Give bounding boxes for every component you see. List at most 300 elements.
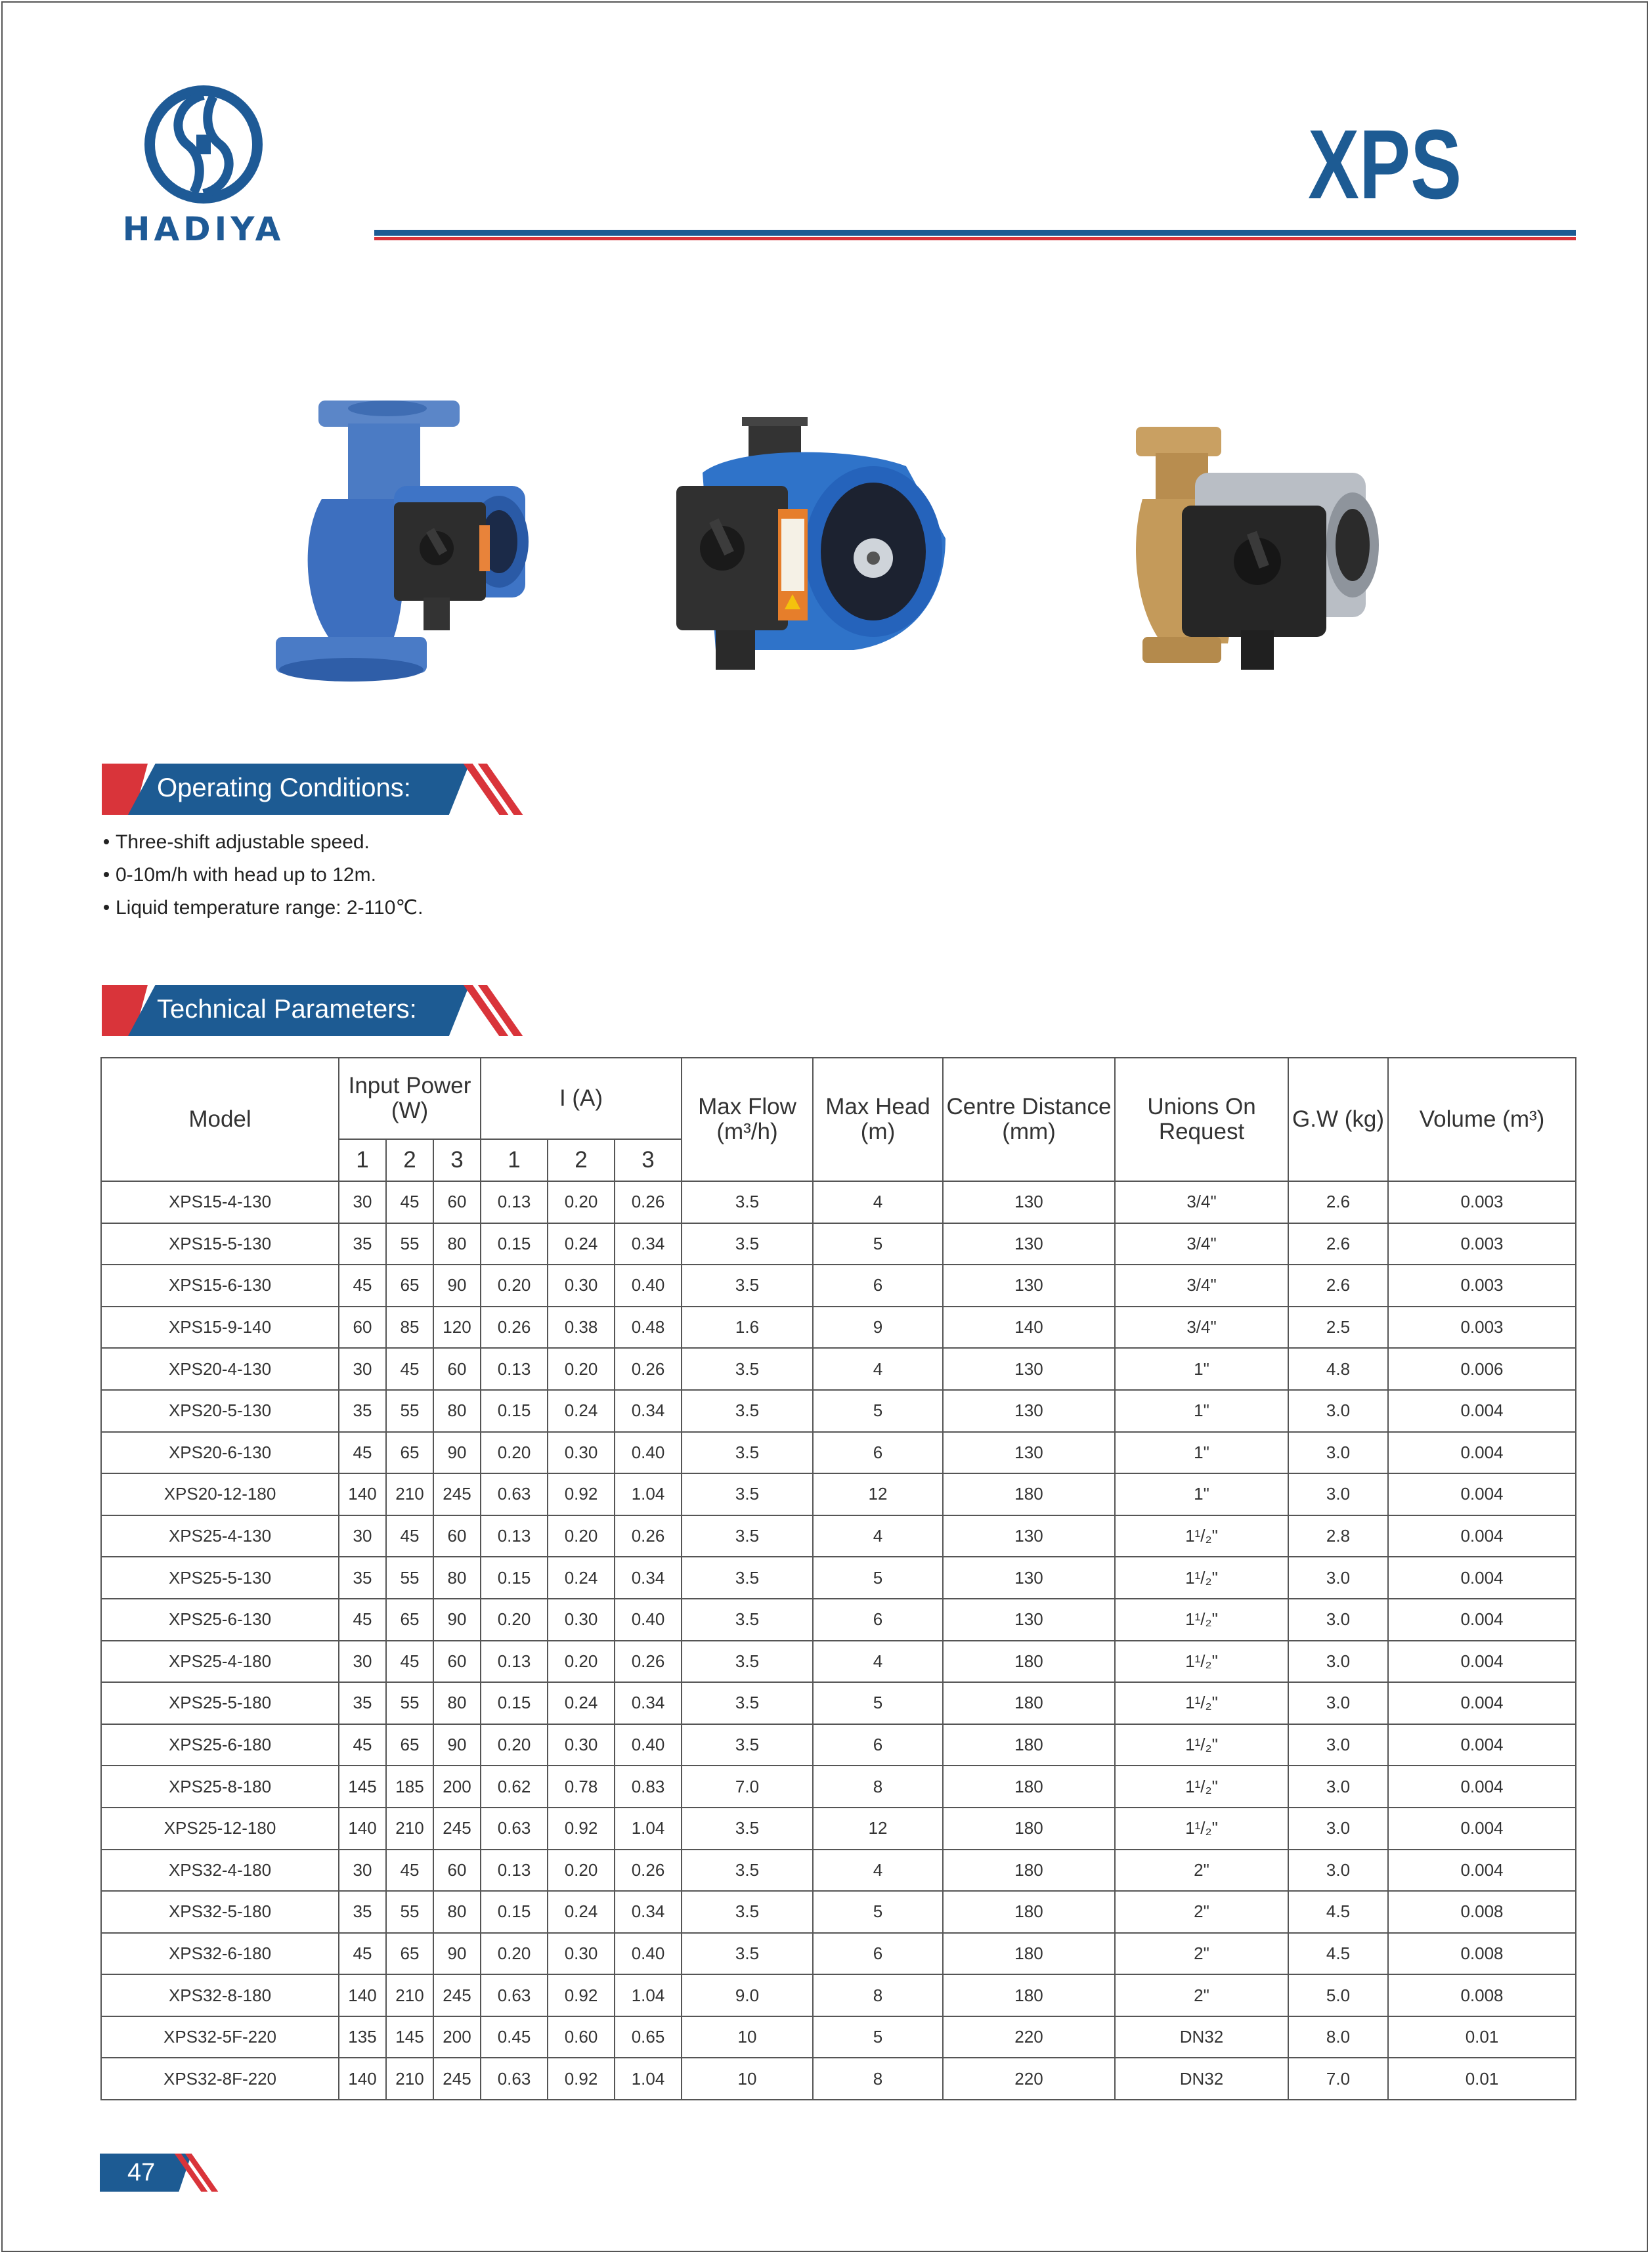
table-cell: 210 (386, 1808, 433, 1850)
header-power-speed-1: 1 (339, 1139, 386, 1181)
table-cell: 4.5 (1288, 1933, 1388, 1975)
table-cell: 140 (339, 1473, 386, 1515)
table-cell: 0.26 (615, 1641, 682, 1683)
table-cell: 45 (339, 1724, 386, 1766)
table-cell: 0.13 (481, 1181, 548, 1223)
table-cell: 0.40 (615, 1599, 682, 1641)
header-volume: Volume (m³) (1388, 1058, 1576, 1181)
table-cell: 55 (386, 1682, 433, 1724)
table-row (101, 1974, 1576, 2016)
table-cell: 3.5 (682, 1682, 813, 1724)
table-cell: 0.13 (481, 1348, 548, 1390)
table-row (101, 1599, 1576, 1641)
table-cell: XPS32-8F-220 (101, 2058, 339, 2100)
table-cell: 130 (943, 1515, 1115, 1557)
pump-image-brass (1116, 414, 1392, 703)
table-cell: 55 (386, 1557, 433, 1599)
table-cell: 1¹/₂" (1115, 1599, 1288, 1641)
table-cell: 35 (339, 1557, 386, 1599)
table-cell: 0.45 (481, 2016, 548, 2058)
table-cell: 7.0 (1288, 2058, 1388, 2100)
table-cell: 0.63 (481, 2058, 548, 2100)
table-cell: 3.5 (682, 1515, 813, 1557)
table-cell: 0.20 (481, 1933, 548, 1975)
pump-image-threaded (657, 407, 972, 696)
table-cell: 3.0 (1288, 1850, 1388, 1892)
table-cell: 5 (813, 1682, 943, 1724)
table-cell: 0.004 (1388, 1390, 1576, 1432)
table-cell: 45 (386, 1348, 433, 1390)
table-cell: 5 (813, 1557, 943, 1599)
table-cell: XPS25-8-180 (101, 1766, 339, 1808)
header-current-speed-3: 3 (615, 1139, 682, 1181)
table-cell: 0.24 (548, 1557, 615, 1599)
table-cell: 120 (433, 1307, 481, 1349)
table-cell: 0.13 (481, 1515, 548, 1557)
table-cell: 130 (943, 1599, 1115, 1641)
table-cell: 4.5 (1288, 1891, 1388, 1933)
table-cell: 2" (1115, 1974, 1288, 2016)
section-title-technical: Technical Parameters: (157, 995, 417, 1024)
table-row (101, 1432, 1576, 1474)
table-cell: 0.20 (548, 1515, 615, 1557)
table-cell: 3.0 (1288, 1641, 1388, 1683)
table-row (101, 1223, 1576, 1265)
table-cell: 80 (433, 1390, 481, 1432)
table-cell: 3.0 (1288, 1808, 1388, 1850)
table-cell: 45 (386, 1850, 433, 1892)
table-cell: 145 (339, 1766, 386, 1808)
table-cell: 0.15 (481, 1557, 548, 1599)
section-header-operating (102, 764, 522, 815)
table-cell: 0.62 (481, 1766, 548, 1808)
table-cell: XPS15-9-140 (101, 1307, 339, 1349)
table-cell: 200 (433, 1766, 481, 1808)
table-cell: 3/4" (1115, 1181, 1288, 1223)
table-cell: 0.26 (615, 1348, 682, 1390)
table-cell: 90 (433, 1933, 481, 1975)
table-cell: 0.30 (548, 1432, 615, 1474)
table-cell: 185 (386, 1766, 433, 1808)
table-cell: 80 (433, 1891, 481, 1933)
table-cell: 7.0 (682, 1766, 813, 1808)
table-cell: 3/4" (1115, 1223, 1288, 1265)
table-cell: 3.0 (1288, 1766, 1388, 1808)
table-cell: 3.5 (682, 1432, 813, 1474)
table-cell: 35 (339, 1891, 386, 1933)
table-row (101, 1891, 1576, 1933)
table-cell: 0.48 (615, 1307, 682, 1349)
table-cell: 0.003 (1388, 1265, 1576, 1307)
table-row (101, 1473, 1576, 1515)
header-current: I (A) (481, 1058, 682, 1139)
header-unions: Unions On Request (1115, 1058, 1288, 1181)
table-cell: 140 (943, 1307, 1115, 1349)
table-cell: 210 (386, 2058, 433, 2100)
table-cell: 60 (433, 1348, 481, 1390)
table-row (101, 1515, 1576, 1557)
table-cell: 0.13 (481, 1850, 548, 1892)
table-cell: 1.04 (615, 1808, 682, 1850)
table-cell: 180 (943, 1724, 1115, 1766)
table-cell: 0.24 (548, 1891, 615, 1933)
table-cell: 0.63 (481, 1974, 548, 2016)
table-cell: 0.40 (615, 1933, 682, 1975)
table-cell: 180 (943, 1473, 1115, 1515)
table-cell: XPS25-12-180 (101, 1808, 339, 1850)
specs-table (100, 1057, 1576, 2100)
table-cell: 0.30 (548, 1933, 615, 1975)
table-cell: 0.003 (1388, 1181, 1576, 1223)
page-title: XPS (1307, 109, 1462, 219)
table-cell: XPS32-8-180 (101, 1974, 339, 2016)
table-cell: 4 (813, 1348, 943, 1390)
table-cell: 5 (813, 2016, 943, 2058)
table-cell: 0.003 (1388, 1307, 1576, 1349)
table-cell: 0.004 (1388, 1473, 1576, 1515)
table-cell: 3.5 (682, 1641, 813, 1683)
table-cell: 0.92 (548, 1974, 615, 2016)
table-cell: 60 (339, 1307, 386, 1349)
table-cell: XPS15-5-130 (101, 1223, 339, 1265)
hadiya-logo-icon (141, 82, 266, 207)
table-cell: 0.34 (615, 1891, 682, 1933)
table-cell: 6 (813, 1599, 943, 1641)
list-item: Three-shift adjustable speed. (102, 826, 423, 859)
table-cell: 180 (943, 1766, 1115, 1808)
table-cell: 1¹/₂" (1115, 1808, 1288, 1850)
table-cell: 0.15 (481, 1891, 548, 1933)
table-cell: 3.5 (682, 1891, 813, 1933)
header-power-speed-3: 3 (433, 1139, 481, 1181)
header-power-speed-2: 2 (386, 1139, 433, 1181)
table-cell: 4.8 (1288, 1348, 1388, 1390)
table-cell: 35 (339, 1390, 386, 1432)
table-cell: 245 (433, 1974, 481, 2016)
table-cell: XPS25-5-180 (101, 1682, 339, 1724)
table-cell: 5 (813, 1390, 943, 1432)
table-cell: 0.20 (481, 1724, 548, 1766)
table-cell: 55 (386, 1223, 433, 1265)
table-cell: 3.5 (682, 1808, 813, 1850)
table-cell: 3/4" (1115, 1265, 1288, 1307)
table-cell: 4 (813, 1515, 943, 1557)
table-cell: 3.5 (682, 1265, 813, 1307)
table-cell: 85 (386, 1307, 433, 1349)
table-row (101, 1307, 1576, 1349)
table-cell: 220 (943, 2016, 1115, 2058)
table-cell: 12 (813, 1808, 943, 1850)
table-cell: 0.65 (615, 2016, 682, 2058)
table-cell: 180 (943, 1850, 1115, 1892)
table-row (101, 1850, 1576, 1892)
table-cell: 1.04 (615, 1473, 682, 1515)
table-cell: 0.004 (1388, 1432, 1576, 1474)
table-cell: XPS32-5-180 (101, 1891, 339, 1933)
table-cell: 0.92 (548, 1473, 615, 1515)
table-row (101, 1557, 1576, 1599)
table-cell: 0.004 (1388, 1724, 1576, 1766)
table-cell: 80 (433, 1682, 481, 1724)
table-cell: 0.30 (548, 1265, 615, 1307)
table-cell: 3.5 (682, 1933, 813, 1975)
table-cell: 0.15 (481, 1682, 548, 1724)
brand-name: HADIYA (122, 210, 285, 248)
table-cell: XPS25-4-130 (101, 1515, 339, 1557)
page-number-badge (100, 2154, 211, 2192)
table-cell: 0.20 (481, 1432, 548, 1474)
table-cell: XPS25-6-130 (101, 1599, 339, 1641)
table-cell: 10 (682, 2016, 813, 2058)
header-gw: G.W (kg) (1288, 1058, 1388, 1181)
table-cell: 3.0 (1288, 1724, 1388, 1766)
table-cell: XPS25-6-180 (101, 1724, 339, 1766)
table-cell: 0.01 (1388, 2016, 1576, 2058)
header-max-head: Max Head (m) (813, 1058, 943, 1181)
table-cell: 9.0 (682, 1974, 813, 2016)
table-cell: 245 (433, 1473, 481, 1515)
table-cell: 2" (1115, 1933, 1288, 1975)
table-cell: 1¹/₂" (1115, 1724, 1288, 1766)
table-cell: 0.15 (481, 1223, 548, 1265)
table-cell: 12 (813, 1473, 943, 1515)
table-cell: 2.6 (1288, 1181, 1388, 1223)
table-cell: 1¹/₂" (1115, 1682, 1288, 1724)
table-cell: 4 (813, 1641, 943, 1683)
table-row (101, 1808, 1576, 1850)
table-cell: 0.004 (1388, 1557, 1576, 1599)
table-cell: XPS25-4-180 (101, 1641, 339, 1683)
table-cell: 90 (433, 1599, 481, 1641)
table-cell: 4 (813, 1850, 943, 1892)
table-cell: 30 (339, 1181, 386, 1223)
table-cell: 0.92 (548, 1808, 615, 1850)
table-cell: 65 (386, 1265, 433, 1307)
table-row (101, 2016, 1576, 2058)
section-header-technical (102, 985, 522, 1036)
table-cell: 145 (386, 2016, 433, 2058)
table-cell: 0.004 (1388, 1515, 1576, 1557)
table-cell: 0.92 (548, 2058, 615, 2100)
table-cell: 2.6 (1288, 1223, 1388, 1265)
table-cell: 1" (1115, 1473, 1288, 1515)
table-cell: 6 (813, 1432, 943, 1474)
header-current-speed-2: 2 (548, 1139, 615, 1181)
table-cell: 65 (386, 1432, 433, 1474)
table-cell: 45 (386, 1641, 433, 1683)
table-cell: 0.30 (548, 1599, 615, 1641)
table-cell: XPS20-6-130 (101, 1432, 339, 1474)
table-cell: 65 (386, 1724, 433, 1766)
table-cell: 0.004 (1388, 1808, 1576, 1850)
table-cell: 30 (339, 1348, 386, 1390)
table-cell: 0.004 (1388, 1766, 1576, 1808)
table-cell: 80 (433, 1223, 481, 1265)
table-cell: 0.15 (481, 1390, 548, 1432)
table-cell: 0.26 (615, 1850, 682, 1892)
table-cell: 55 (386, 1891, 433, 1933)
table-cell: XPS20-4-130 (101, 1348, 339, 1390)
table-cell: 0.004 (1388, 1682, 1576, 1724)
table-cell: 0.24 (548, 1390, 615, 1432)
table-cell: 60 (433, 1850, 481, 1892)
table-cell: 90 (433, 1265, 481, 1307)
table-cell: 6 (813, 1265, 943, 1307)
table-cell: 0.40 (615, 1724, 682, 1766)
table-cell: 3.5 (682, 1223, 813, 1265)
table-cell: 0.008 (1388, 1891, 1576, 1933)
table-cell: 65 (386, 1933, 433, 1975)
table-cell: 3.5 (682, 1181, 813, 1223)
table-cell: 8 (813, 2058, 943, 2100)
table-cell: 3.0 (1288, 1599, 1388, 1641)
table-cell: 5 (813, 1223, 943, 1265)
table-cell: 3.0 (1288, 1557, 1388, 1599)
conditions-list (102, 826, 423, 924)
table-cell: 0.63 (481, 1473, 548, 1515)
table-cell: 180 (943, 1808, 1115, 1850)
table-cell: 80 (433, 1557, 481, 1599)
table-cell: 180 (943, 1974, 1115, 2016)
table-cell: 0.38 (548, 1307, 615, 1349)
table-cell: 0.20 (548, 1850, 615, 1892)
table-cell: XPS15-6-130 (101, 1265, 339, 1307)
table-cell: 3.0 (1288, 1432, 1388, 1474)
table-cell: 45 (386, 1181, 433, 1223)
table-cell: 3/4" (1115, 1307, 1288, 1349)
table-cell: XPS20-12-180 (101, 1473, 339, 1515)
header-centre-distance: Centre Distance (mm) (943, 1058, 1115, 1181)
table-row (101, 1265, 1576, 1307)
table-cell: 130 (943, 1181, 1115, 1223)
table-cell: 245 (433, 2058, 481, 2100)
table-cell: 0.30 (548, 1724, 615, 1766)
table-cell: 2.6 (1288, 1265, 1388, 1307)
table-cell: 3.5 (682, 1850, 813, 1892)
table-cell: 10 (682, 2058, 813, 2100)
specs-table-body (101, 1181, 1576, 2100)
table-cell: XPS15-4-130 (101, 1181, 339, 1223)
pump-image-flanged (263, 387, 558, 709)
table-cell: 30 (339, 1641, 386, 1683)
table-cell: 210 (386, 1974, 433, 2016)
table-cell: 35 (339, 1223, 386, 1265)
table-cell: 140 (339, 1974, 386, 2016)
table-row (101, 1682, 1576, 1724)
table-cell: DN32 (1115, 2016, 1288, 2058)
table-row (101, 1641, 1576, 1683)
table-cell: 1" (1115, 1390, 1288, 1432)
table-cell: 6 (813, 1933, 943, 1975)
table-cell: 0.78 (548, 1766, 615, 1808)
list-item: Liquid temperature range: 2-110℃. (102, 892, 423, 924)
table-cell: 45 (339, 1265, 386, 1307)
section-title-operating: Operating Conditions: (157, 773, 411, 802)
table-row (101, 1181, 1576, 1223)
table-cell: 4 (813, 1181, 943, 1223)
table-cell: 180 (943, 1933, 1115, 1975)
table-cell: 60 (433, 1641, 481, 1683)
table-cell: 0.26 (615, 1181, 682, 1223)
table-cell: 45 (339, 1432, 386, 1474)
table-cell: 0.006 (1388, 1348, 1576, 1390)
table-cell: 0.004 (1388, 1641, 1576, 1683)
table-cell: 0.20 (548, 1181, 615, 1223)
table-cell: 1.04 (615, 2058, 682, 2100)
table-cell: 0.40 (615, 1265, 682, 1307)
table-cell: XPS25-5-130 (101, 1557, 339, 1599)
table-cell: 0.004 (1388, 1850, 1576, 1892)
table-cell: 45 (339, 1933, 386, 1975)
list-item: 0-10m/h with head up to 12m. (102, 859, 423, 892)
table-cell: 130 (943, 1432, 1115, 1474)
table-cell: 210 (386, 1473, 433, 1515)
table-cell: 130 (943, 1265, 1115, 1307)
table-cell: 140 (339, 1808, 386, 1850)
table-cell: DN32 (1115, 2058, 1288, 2100)
header-max-flow: Max Flow (m³/h) (682, 1058, 813, 1181)
table-cell: 9 (813, 1307, 943, 1349)
table-cell: 3.5 (682, 1599, 813, 1641)
table-cell: 45 (386, 1515, 433, 1557)
table-cell: 0.004 (1388, 1599, 1576, 1641)
header-rule-blue (374, 230, 1576, 236)
table-cell: 3.5 (682, 1724, 813, 1766)
table-cell: 30 (339, 1850, 386, 1892)
table-cell: 5.0 (1288, 1974, 1388, 2016)
table-cell: 3.0 (1288, 1473, 1388, 1515)
table-cell: 180 (943, 1682, 1115, 1724)
table-cell: 0.20 (548, 1348, 615, 1390)
table-cell: 90 (433, 1432, 481, 1474)
table-cell: 135 (339, 2016, 386, 2058)
table-cell: 65 (386, 1599, 433, 1641)
table-cell: 30 (339, 1515, 386, 1557)
table-cell: 3.5 (682, 1348, 813, 1390)
table-cell: 1¹/₂" (1115, 1641, 1288, 1683)
table-cell: 0.40 (615, 1432, 682, 1474)
table-cell: 6 (813, 1724, 943, 1766)
table-cell: 90 (433, 1724, 481, 1766)
table-cell: 3.5 (682, 1557, 813, 1599)
table-cell: 3.5 (682, 1390, 813, 1432)
table-row (101, 1390, 1576, 1432)
table-cell: 0.34 (615, 1682, 682, 1724)
table-row (101, 1766, 1576, 1808)
table-cell: 3.0 (1288, 1682, 1388, 1724)
table-cell: 200 (433, 2016, 481, 2058)
table-cell: 1" (1115, 1348, 1288, 1390)
table-cell: 8.0 (1288, 2016, 1388, 2058)
table-cell: XPS32-4-180 (101, 1850, 339, 1892)
table-cell: 130 (943, 1348, 1115, 1390)
header-model: Model (101, 1058, 339, 1181)
table-cell: 2.5 (1288, 1307, 1388, 1349)
table-cell: 1.04 (615, 1974, 682, 2016)
table-cell: 0.63 (481, 1808, 548, 1850)
table-cell: 45 (339, 1599, 386, 1641)
table-cell: XPS20-5-130 (101, 1390, 339, 1432)
header-current-speed-1: 1 (481, 1139, 548, 1181)
header-input-power: Input Power (W) (339, 1058, 481, 1139)
table-cell: XPS32-6-180 (101, 1933, 339, 1975)
table-cell: 1.6 (682, 1307, 813, 1349)
table-cell: 1" (1115, 1432, 1288, 1474)
table-cell: 180 (943, 1891, 1115, 1933)
table-cell: 220 (943, 2058, 1115, 2100)
header-rule-red (374, 237, 1576, 240)
table-cell: 130 (943, 1390, 1115, 1432)
